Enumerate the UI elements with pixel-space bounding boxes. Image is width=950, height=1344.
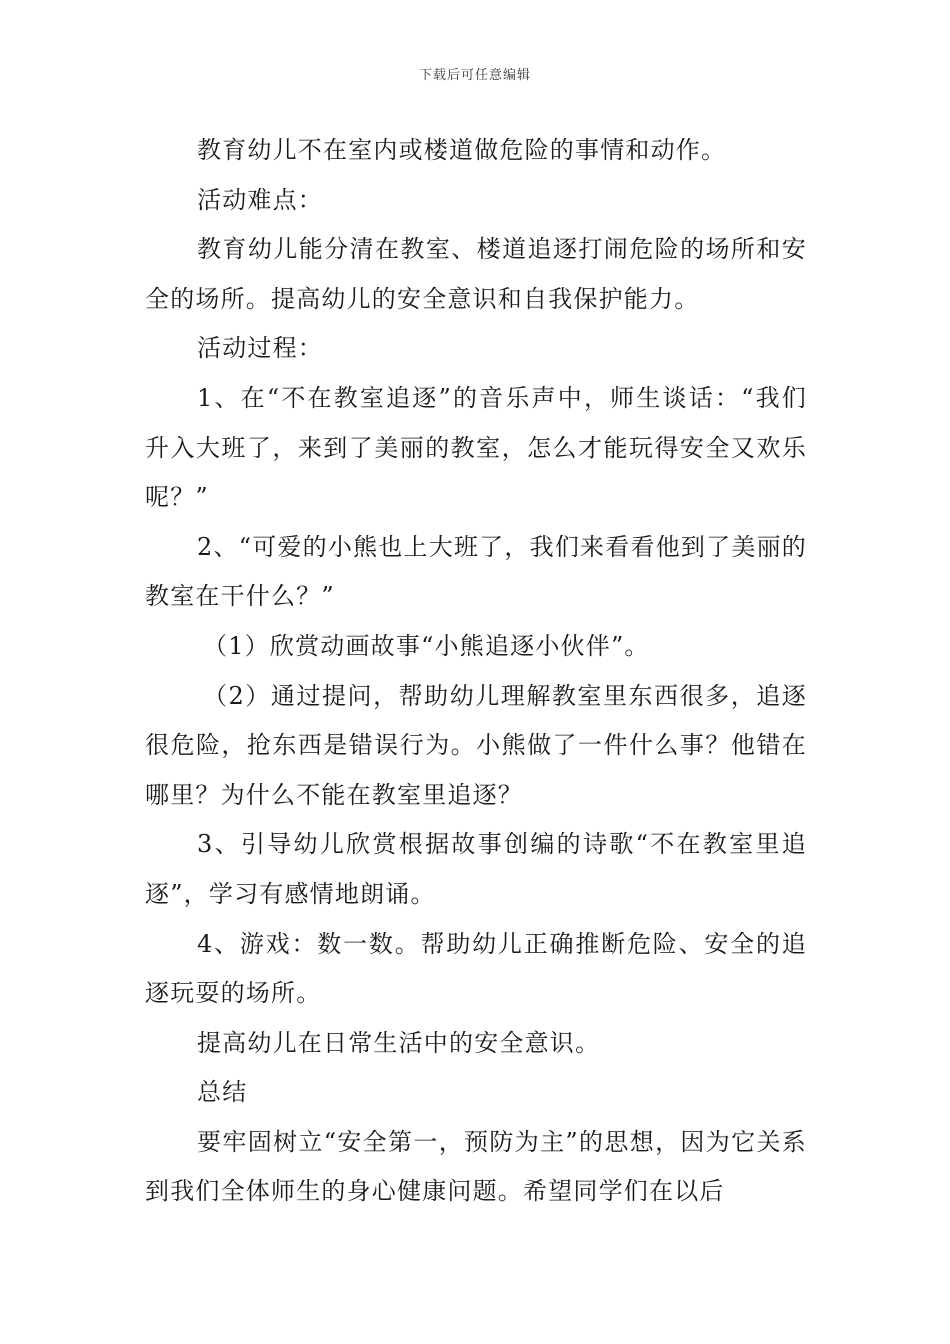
document-body — [145, 126, 807, 1217]
heading-activity-difficulty: 活动难点： — [197, 185, 323, 214]
paragraph-step-2-sub-1: （1）欣赏动画故事“小熊追逐小伙伴”。 — [203, 631, 650, 660]
paragraph-summary-content: 要牢固树立“安全第一，预防为主”的思想，因为它关系到我们全体师生的身心健康问题。希望同学们在以后 — [145, 1127, 807, 1206]
paragraph-difficulty-content: 教育幼儿能分清在教室、楼道追逐打闹危险的场所和安全的场所。提高幼儿的安全意识和自我保护能力。 — [145, 235, 807, 313]
paragraph-step-1: 1、在“不在教室追逐”的音乐声中，师生谈话：“我们升入大班了，来到了美丽的教室，怎么才能玩得安全又欢乐呢？” — [145, 383, 807, 512]
page-header-note: 下载后可任意编辑 — [418, 68, 531, 83]
paragraph-step-3: 3、引导幼儿欣赏根据故事创编的诗歌“不在教室里追逐”，学习有感情地朗诵。 — [145, 830, 807, 908]
paragraph-safety-awareness: 提高幼儿在日常生活中的安全意识。 — [197, 1028, 601, 1057]
paragraph-step-2-sub-2: （2）通过提问，帮助幼儿理解教室里东西很多，追逐很危险，抢东西是错误行为。小熊做了一件什么事？他错在哪里？为什么不能在教室里追逐？ — [145, 681, 807, 809]
paragraph-education-goal: 教育幼儿不在室内或楼道做危险的事情和动作。 — [197, 136, 727, 164]
paragraph-step-2: 2、“可爱的小熊也上大班了，我们来看看他到了美丽的教室在干什么？” — [145, 532, 807, 611]
heading-summary: 总结 — [197, 1078, 248, 1107]
paragraph-step-4: 4、游戏：数一数。帮助幼儿正确推断危险、安全的追逐玩耍的场所。 — [145, 929, 807, 1008]
heading-activity-process: 活动过程： — [197, 334, 323, 363]
